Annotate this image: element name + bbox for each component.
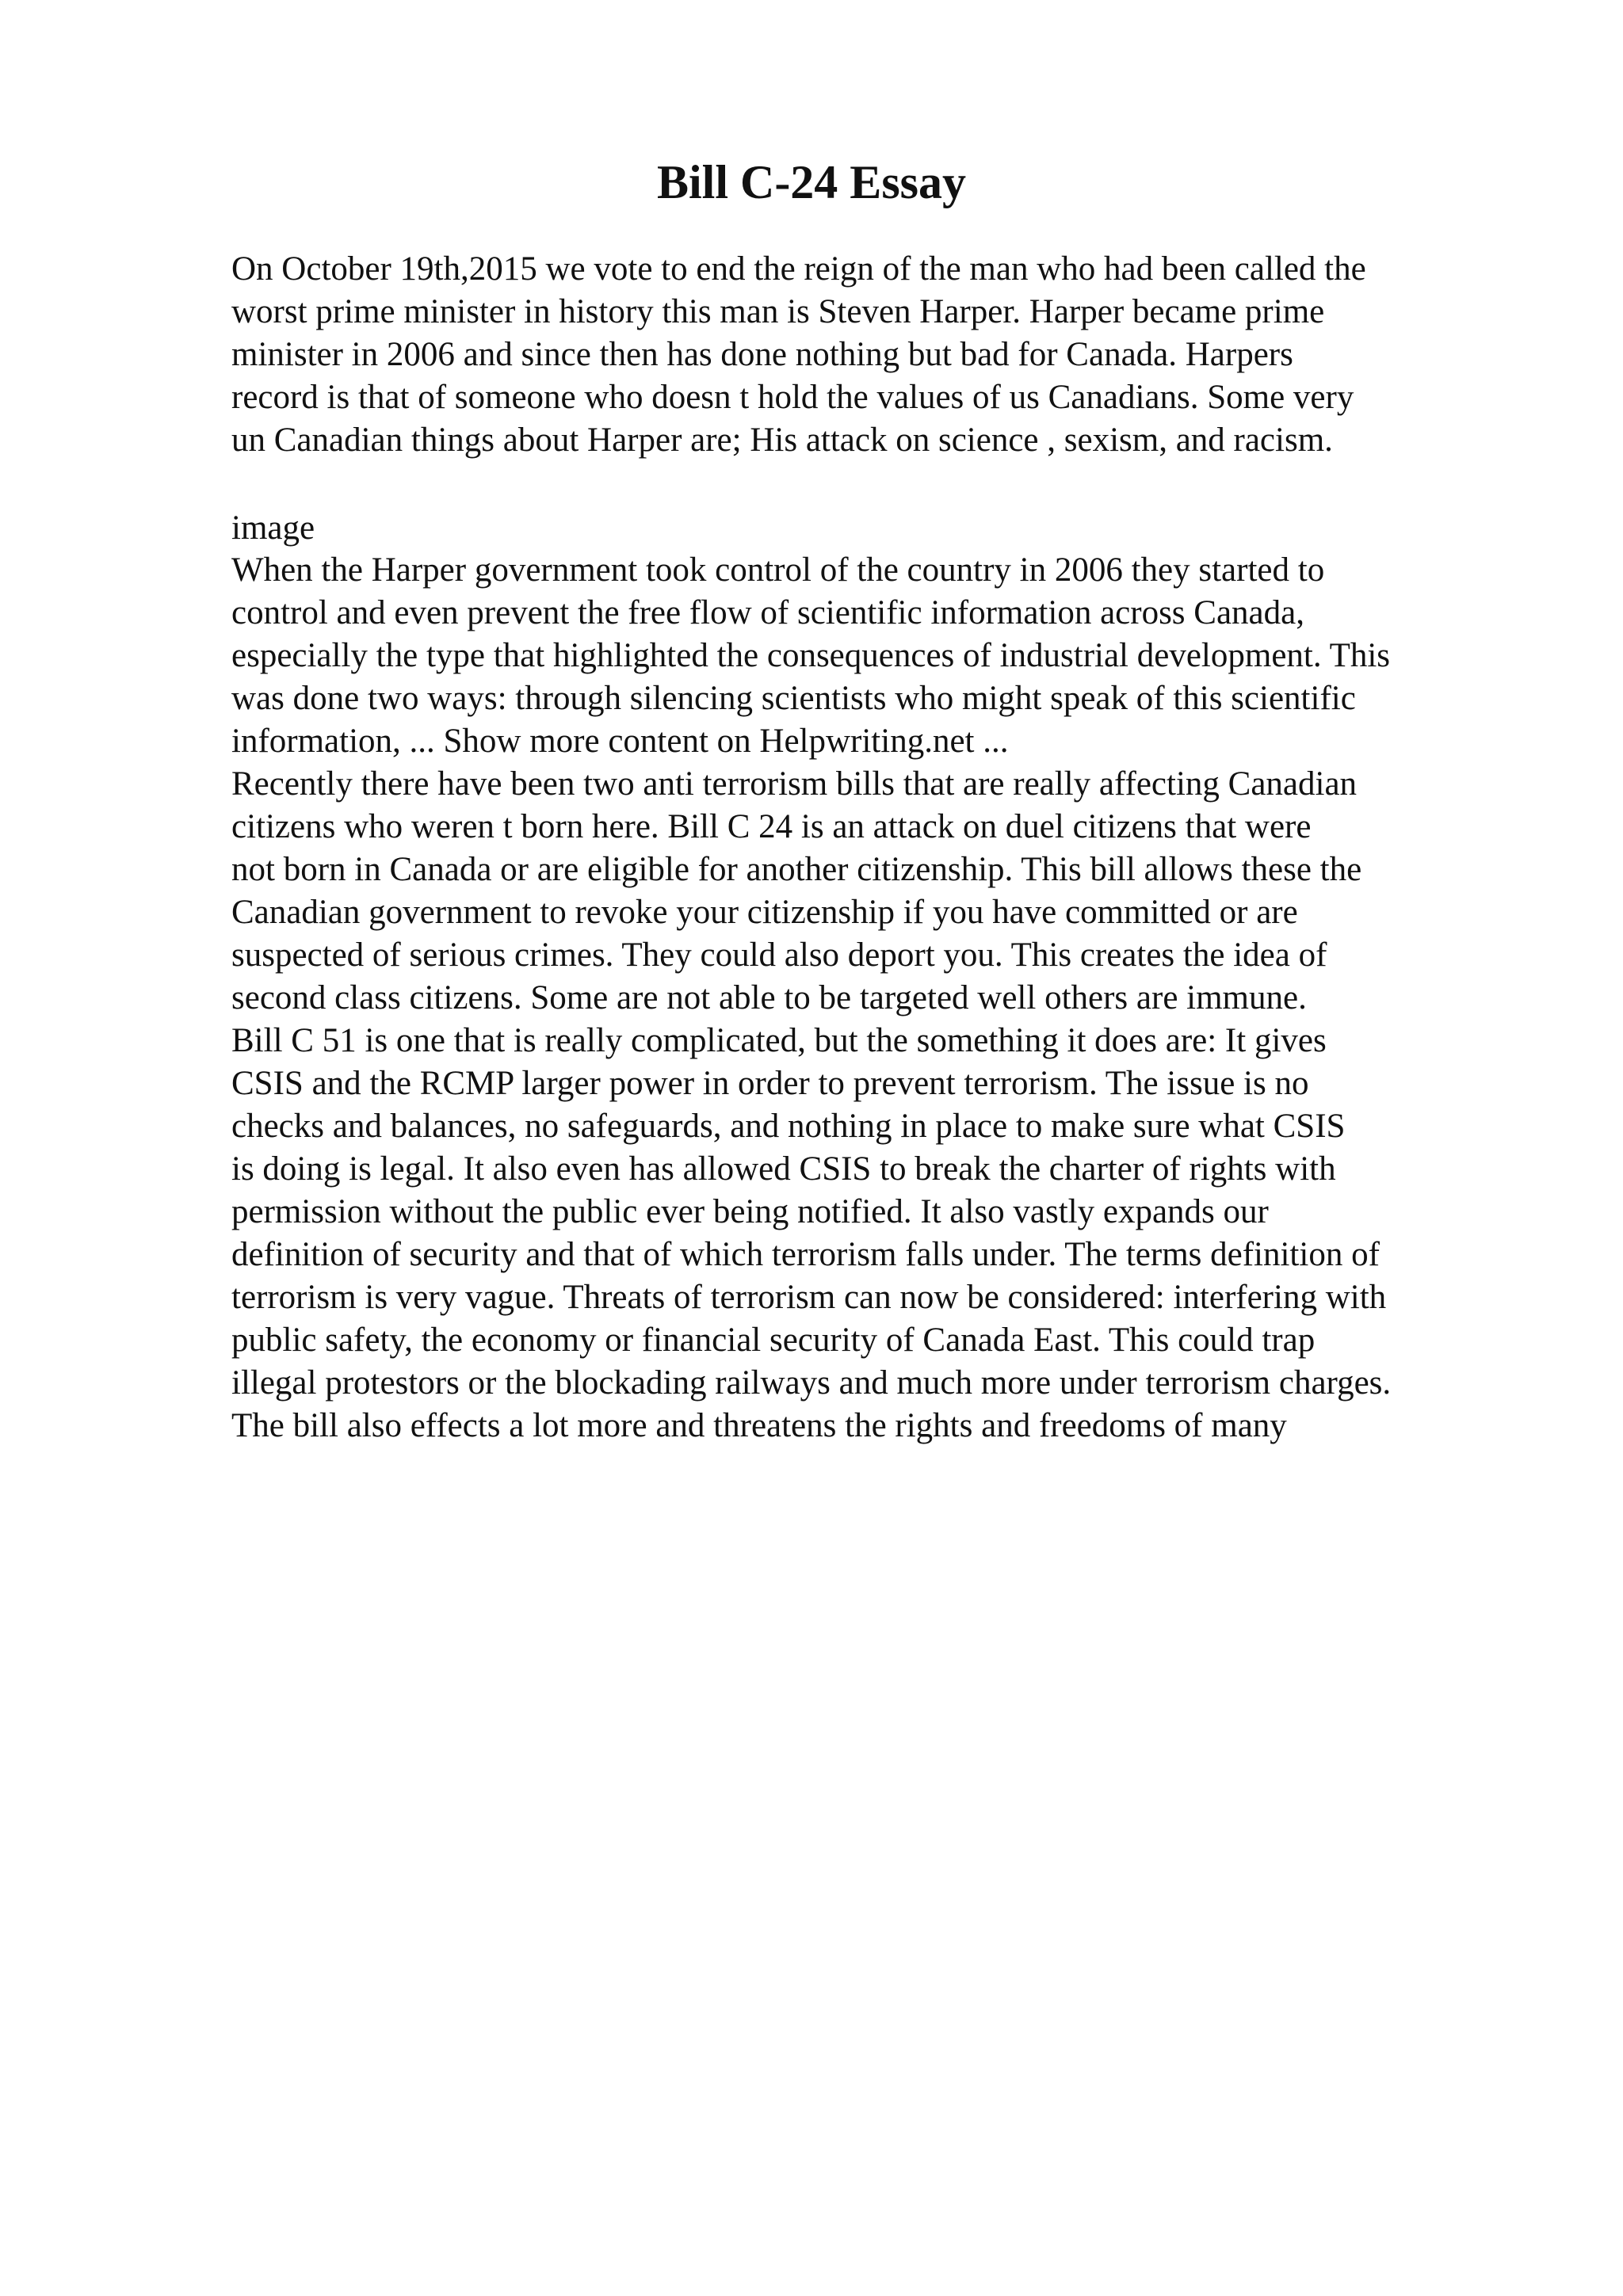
paragraph-line: not born in Canada or are eligible for another citizenship. This bill allows these the	[231, 851, 1362, 888]
paragraph-line: illegal protestors or the blockading railways and much more under terrorism charges.	[231, 1364, 1392, 1402]
document-title: Bill C-24 Essay	[656, 156, 967, 208]
paragraph-line: Bill C 51 is one that is really complicated, but the something it does are: It gives	[231, 1022, 1327, 1059]
image-placeholder-label: image	[231, 509, 315, 547]
paragraph-line: un Canadian things about Harper are; His attack on science , sexism, and racism.	[231, 421, 1333, 459]
paragraph-line: minister in 2006 and since then has done nothing but bad for Canada. Harpers	[231, 336, 1293, 373]
paragraph-line: especially the type that highlighted the consequences of industrial development. This	[231, 637, 1391, 674]
paragraph-line: Canadian government to revoke your citizenship if you have committed or are	[231, 894, 1298, 931]
paragraph-line: citizens who weren t born here. Bill C 24 is an attack on duel citizens that were	[231, 808, 1312, 845]
paragraph-line: worst prime minister in history this man is Steven Harper. Harper became prime	[231, 293, 1325, 330]
paragraph-line: permission without the public ever being notified. It also vastly expands our	[231, 1193, 1269, 1230]
paragraph-line: record is that of someone who doesn t hold the values of us Canadians. Some very	[231, 379, 1354, 416]
paragraph-line: terrorism is very vague. Threats of terrorism can now be considered: interfering with	[231, 1279, 1387, 1316]
paragraph-line: The bill also effects a lot more and threatens the rights and freedoms of many	[231, 1407, 1287, 1444]
paragraph-line: On October 19th,2015 we vote to end the reign of the man who had been called the	[231, 250, 1366, 288]
paragraph-line: suspected of serious crimes. They could also deport you. This creates the idea of	[231, 936, 1327, 974]
paragraph-line: control and even prevent the free flow of scientific information across Canada,	[231, 594, 1304, 631]
paragraph-line: checks and balances, no safeguards, and nothing in place to make sure what CSIS	[231, 1108, 1346, 1145]
paragraph-line: second class citizens. Some are not able to be targeted well others are immune.	[231, 979, 1307, 1016]
paragraph-line: Recently there have been two anti terrorism bills that are really affecting Canadian	[231, 765, 1358, 803]
paragraph-line: is doing is legal. It also even has allowed CSIS to break the charter of rights with	[231, 1150, 1336, 1188]
paragraph-line: When the Harper government took control of the country in 2006 they started to	[231, 551, 1325, 589]
paragraph-line: information, ... Show more content on Helpwriting.net ...	[231, 723, 1009, 760]
paragraph-line: public safety, the economy or financial security of Canada East. This could trap	[231, 1322, 1316, 1359]
paragraph-line: was done two ways: through silencing scientists who might speak of this scientific	[231, 680, 1356, 717]
paragraph-line: CSIS and the RCMP larger power in order to prevent terrorism. The issue is no	[231, 1065, 1309, 1102]
paragraph-line: definition of security and that of which terrorism falls under. The terms definition of	[231, 1236, 1380, 1273]
